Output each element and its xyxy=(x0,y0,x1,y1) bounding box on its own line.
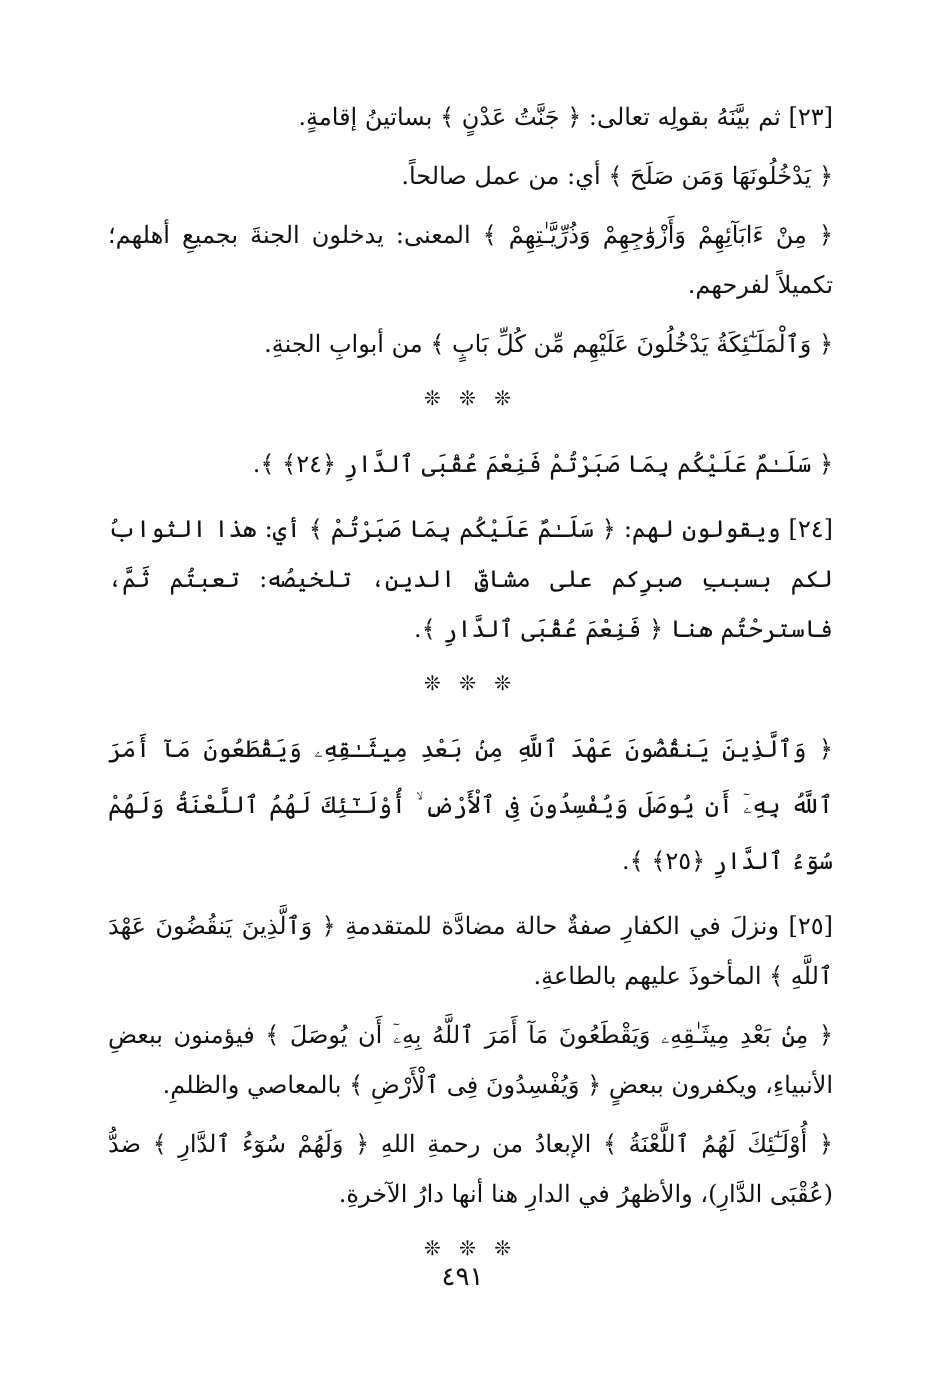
book-page xyxy=(108,92,833,1332)
verse-25: ﴿ وَٱلَّذِينَ يَنقُضُونَ عَهْدَ ٱللَّهِ مِنۢ بَعْدِ مِيثَـٰقِهِۦ وَيَقْطَعُونَ مَآ أَمَرَ ٱللَّهُ بِهِۦٓ أَن يُوصَلَ وَيُفْسِدُونَ فِى ٱلْأَرْضِ ۙ أُوْلَـٰٓئِكَ لَهُمُ ٱللَّعْنَةُ وَلَهُمْ سُوٓءُ ٱلدَّارِ ﴿٢٥﴾ ﴾. xyxy=(108,735,833,875)
paragraph-angels: ﴿ وَٱلْمَلَـٰٓئِكَةُ يَدْخُلُونَ عَلَيْهِم مِّن كُلِّ بَابٍ ﴾ من أبوابِ الجنةِ. xyxy=(264,330,833,358)
paragraph-25: [٢٥] ونزلَ في الكفارِ صفةٌ حالة مضادَّة للمتقدمةِ ﴿ وَٱلَّذِينَ يَنقُضُونَ عَهْدَ ٱللَّهِ ﴾ المأخوذَ عليهم بالطاعةِ. xyxy=(108,912,833,990)
paragraph-24: [٢٤] ويقولون لهم: ﴿ سَلَـٰمٌ عَلَيْكُم بِمَا صَبَرْتُمْ ﴾ أي: هذا الثوابُ لكم بسببِ صبرِكم على مشاقِّ الدينِ، تلخيصُه: تعبتُم ثَمَّ، فاسترحْتُم هنا ﴿ فَنِعْمَ عُقْبَى ٱلدَّارِ ﴾. xyxy=(108,515,834,643)
verse-24: ﴿ سَلَـٰمٌ عَلَيْكُم بِمَا صَبَرْتُمْ فَنِعْمَ عُقْبَى ٱلدَّارِ ﴿٢٤﴾ ﴾. xyxy=(252,450,833,478)
paragraph-23: [٢٣] ثم بيَّنَهُ بقولِه تعالى: ﴿ جَنَّتُ عَدْنٍ ﴾ بساتينُ إقامةٍ. xyxy=(298,103,833,131)
section-separator: ❊ ❊ ❊ xyxy=(424,386,517,410)
paragraph-covenant: ﴿ مِنۢ بَعْدِ مِيثَـٰقِهِۦ وَيَقْطَعُونَ مَآ أَمَرَ ٱللَّهُ بِهِۦٓ أَن يُوصَلَ ﴾ فيؤمنون ببعضِ الأنبياءِ، ويكفرون ببعضٍ ﴿ وَيُفْسِدُونَ فِى ٱلْأَرْضِ ﴾ بالمعاصي والظلمِ. xyxy=(108,1021,833,1099)
page-number: ٤٩١ xyxy=(441,1262,484,1292)
paragraph-families: ﴿ مِنْ ءَابَآئِهِمْ وَأَزْوَٰجِهِمْ وَذُرِّيَّـٰتِهِمْ ﴾ المعنى: يدخلون الجنةَ بجميعِ أهلهم؛ تكميلاً لفرحهم. xyxy=(108,221,833,299)
paragraph-curse: ﴿ أُوْلَـٰٓئِكَ لَهُمُ ٱللَّعْنَةُ ﴾ الإبعادُ من رحمةِ اللهِ ﴿ وَلَهُمْ سُوٓءُ ٱلدَّارِ ﴾ ضدُّ (عُقْبَى الدَّارِ)، والأظهرُ في الدارِ هنا أنها دارُ الآخرةِ. xyxy=(108,1130,833,1208)
section-separator: ❊ ❊ ❊ xyxy=(424,1236,517,1260)
paragraph-who-enter: ﴿ يَدْخُلُونَهَا وَمَن صَلَحَ ﴾ أي: من عمل صالحاً. xyxy=(401,162,833,190)
section-separator: ❊ ❊ ❊ xyxy=(424,671,517,695)
